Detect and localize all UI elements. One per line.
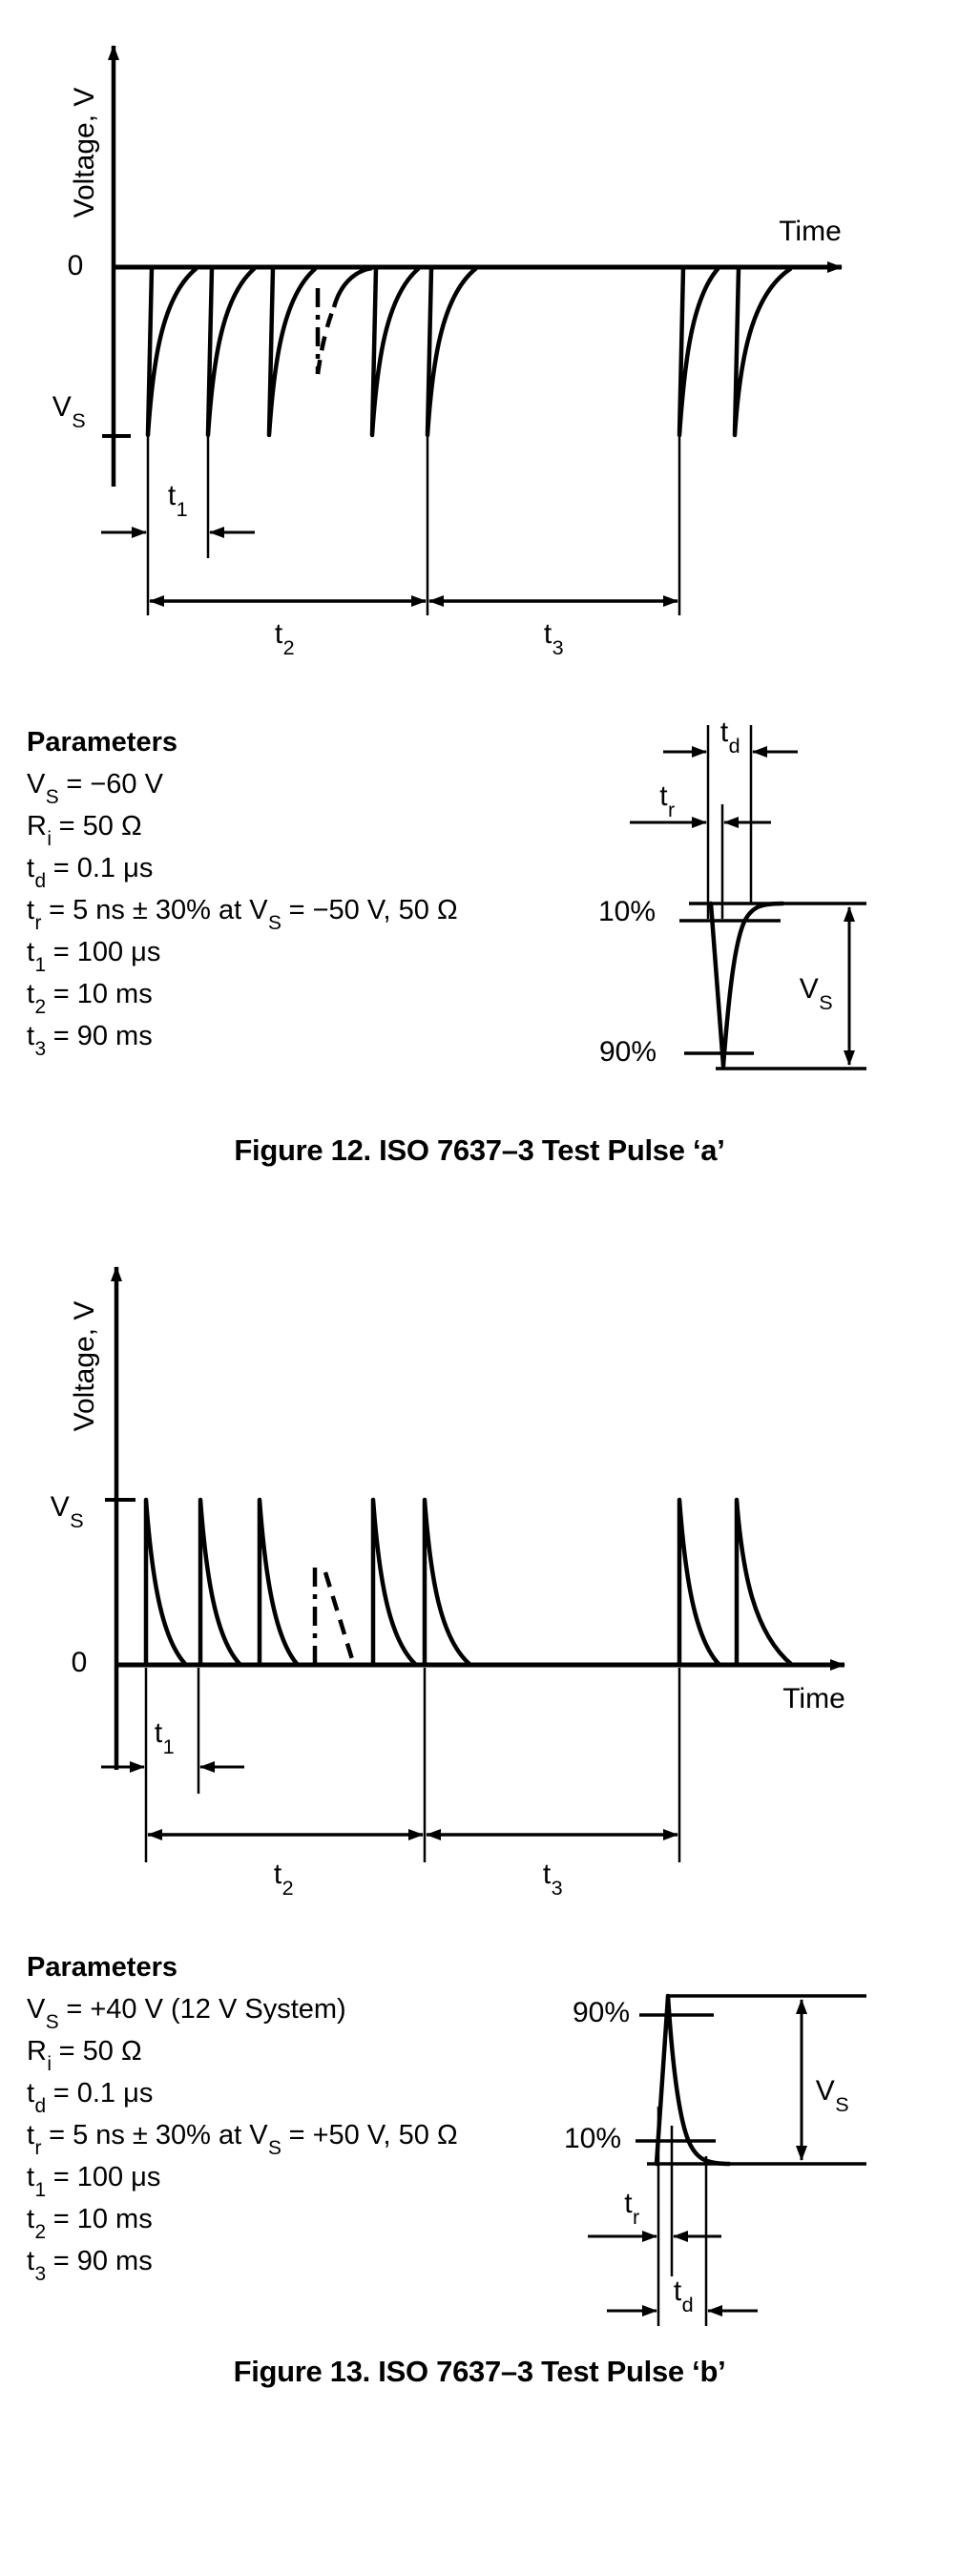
fig13-time-label: Time — [782, 1683, 845, 1714]
fig12-t3-label: $t_3$ — [543, 618, 564, 659]
fig13-param-t3: $t_3 = 90$ ms — [27, 2246, 153, 2286]
fig13-t3-label: $t_3$ — [542, 1859, 563, 1900]
dashed-continuation-pulse — [318, 268, 372, 374]
fig12-zero-label: 0 — [67, 250, 84, 281]
fig13-param-ri: $R_i = 50$ Ω — [27, 2036, 142, 2076]
fig12-parameters-title: Parameters — [27, 727, 177, 758]
fig13-t1-label: $t_1$ — [154, 1717, 175, 1758]
pulse-train-negative — [148, 268, 790, 435]
fig12-time-label: Time — [779, 216, 842, 247]
fig12-param-vs: $V_S = -60$ V — [27, 769, 163, 809]
fig12-voltage-axis-label: Voltage, V — [69, 87, 100, 218]
fig12-param-tr: $t_r = 5$ ns ± 30% at $V_S = -50$ V, 50 Ω — [27, 895, 458, 935]
dashed-continuation-pulse — [315, 1568, 352, 1665]
fig13-param-t1: $t_1 = 100$ μs — [27, 2162, 161, 2202]
pulse-edge-detail — [711, 904, 782, 1066]
extension-lines — [148, 437, 679, 615]
pulse-train-positive — [146, 1500, 792, 1665]
fig13-inset-tr-label: $t_r$ — [624, 2188, 640, 2229]
fig13-voltage-axis-label: Voltage, V — [69, 1300, 100, 1432]
fig12-parameters-block — [27, 721, 458, 1061]
fig13-inset-90pct-label: 90% — [572, 1997, 631, 2028]
fig12-param-td: $t_d = 0.1$ μs — [27, 853, 154, 893]
fig12-inset-90pct-label: 90% — [598, 1036, 657, 1068]
fig13-inset-10pct-label: 10% — [563, 2123, 622, 2154]
figure12-caption: Figure 12. ISO 7637–3 Test Pulse ‘a’ — [234, 1133, 725, 1167]
rise-time-inset — [630, 725, 866, 1069]
fig12-param-t1: $t_1 = 100$ μs — [27, 937, 161, 977]
fig13-parameters-block — [27, 1946, 458, 2286]
figure13-caption: Figure 13. ISO 7637–3 Test Pulse ‘b’ — [233, 2355, 726, 2388]
fig12-inset-tr-label: $t_r$ — [659, 780, 676, 821]
fig12-inset-vs-label: $V_S$ — [799, 973, 833, 1014]
fig12-param-t3: $t_3 = 90$ ms — [27, 1021, 153, 1061]
fig13-param-td: $t_d = 0.1$ μs — [27, 2078, 154, 2118]
fig12-t2-label: $t_2$ — [274, 618, 295, 659]
fig12-param-t2: $t_2 = 10$ ms — [27, 979, 153, 1019]
fig13-inset-vs-label: $V_S$ — [815, 2075, 849, 2116]
fig13-param-t2: $t_2 = 10$ ms — [27, 2204, 153, 2244]
fig13-parameters-title: Parameters — [27, 1952, 177, 1983]
fig13-param-tr: $t_r = 5$ ns ± 30% at $V_S = +50$ V, 50 Ω — [27, 2120, 458, 2160]
pulse-edge-detail — [657, 1996, 729, 2164]
fig12-t1-label: $t_1$ — [167, 480, 188, 521]
fig12-param-ri: $R_i = 50$ Ω — [27, 811, 142, 851]
fig12-vs-level-label: $V_S$ — [52, 391, 86, 432]
fig13-inset-td-label: $t_d$ — [673, 2275, 694, 2316]
fig12-inset-10pct-label: 10% — [597, 896, 657, 927]
fig13-t2-label: $t_2$ — [273, 1859, 294, 1900]
fig13-param-vs: $V_S = +40$ V (12 V System) — [27, 1994, 346, 2034]
fig13-vs-level-label: $V_S$ — [50, 1491, 84, 1532]
rise-time-inset — [588, 1996, 866, 2326]
fig13-zero-label: 0 — [71, 1647, 88, 1678]
fig12-inset-td-label: $t_d$ — [719, 717, 740, 758]
